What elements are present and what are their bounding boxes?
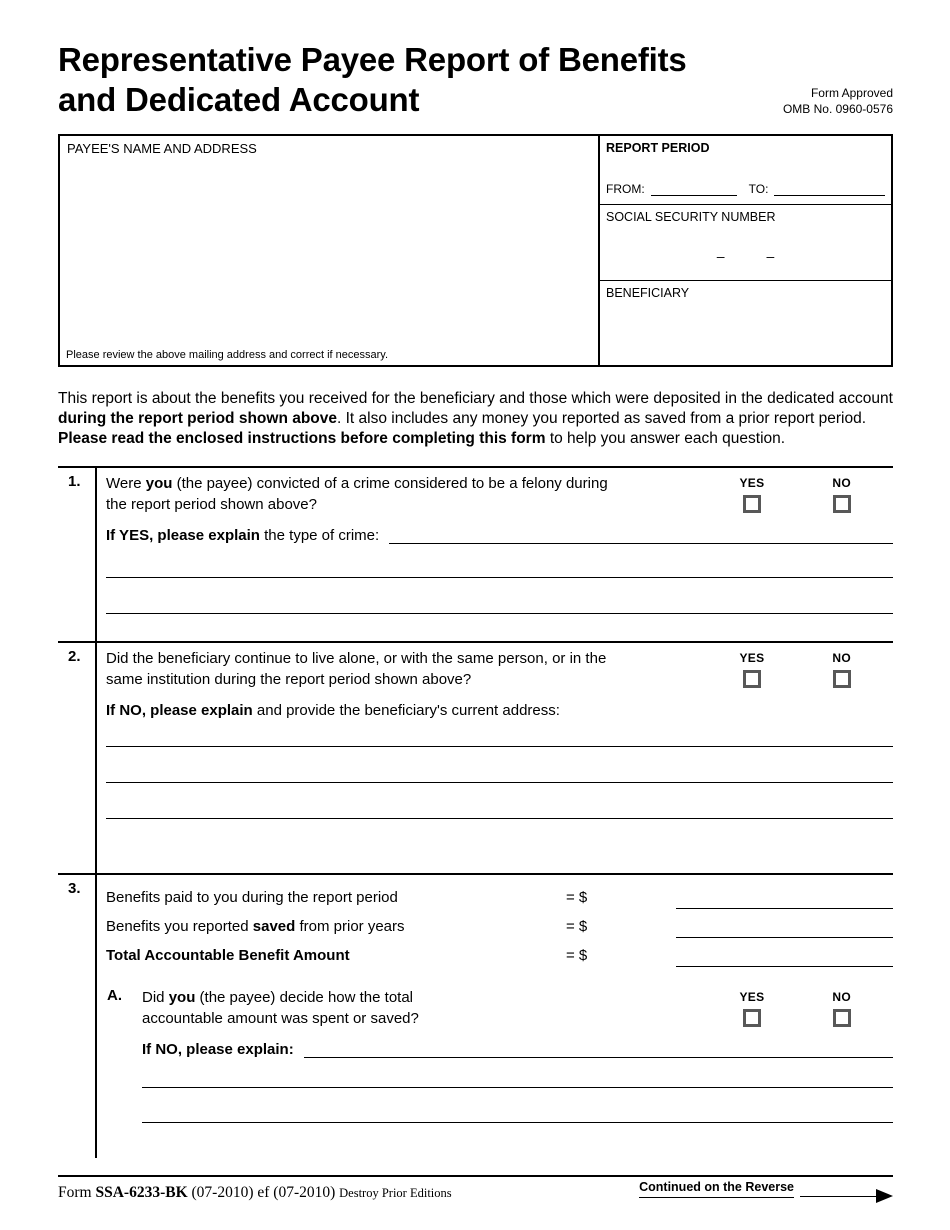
q3a-no-label: NO: [832, 989, 851, 1004]
page-title: [58, 40, 893, 121]
question-2-number: 2.: [58, 643, 97, 873]
payee-report-box: [58, 134, 893, 367]
ssn-dash-2: –: [766, 247, 775, 264]
q2-explain-row: [106, 702, 893, 719]
question-1-text: [106, 473, 611, 515]
title-line-1: Representative Payee Report of Benefits: [58, 41, 687, 78]
question-3: [58, 873, 893, 1158]
question-1: [58, 466, 893, 641]
benefits-paid-row: [106, 880, 893, 909]
omb-number: OMB No. 0960-0576: [782, 101, 893, 116]
intro-seg-1: This report is about the benefits you received for the beneficiary and those which were deposited in the dedicated account: [58, 389, 893, 407]
benefits-saved-pre: Benefits you reported: [106, 917, 253, 935]
total-benefit-equals: = $: [566, 946, 588, 964]
q1-no-label: NO: [832, 475, 851, 490]
q1-crime-type-field[interactable]: [389, 527, 893, 544]
form-header: [58, 40, 893, 121]
intro-seg-2-bold: during the report period shown above: [58, 409, 338, 427]
question-2-text: Did the beneficiary continue to live alone, or with the same person, or in the same institution during the report period shown above?: [106, 649, 607, 688]
q2-explain-bold: If NO, please explain: [106, 701, 253, 719]
q1-seg-1: Were: [106, 474, 146, 492]
q1-seg-2-bold: you: [145, 474, 173, 492]
q3a-answer-line-1[interactable]: [142, 1058, 893, 1088]
benefits-paid-pre: Benefits paid to you during the report period: [106, 888, 398, 906]
omb-approval: [783, 86, 893, 117]
question-2-body: [97, 643, 893, 873]
report-period-section: [600, 136, 891, 205]
q3a-yes-label: YES: [739, 989, 765, 1004]
form-id-pre: Form: [58, 1184, 96, 1201]
q2-yes-checkbox[interactable]: [743, 670, 761, 688]
from-label: FROM:: [606, 181, 645, 196]
q3a-seg-3: (the payee) decide how the total accountable amount was spent or saved?: [142, 988, 419, 1027]
q2-explain-text: [106, 702, 560, 719]
benefits-saved-post: from prior years: [295, 917, 405, 935]
benefits-saved-bold: saved: [252, 917, 296, 935]
report-period-cell: [598, 136, 891, 365]
question-2-checks: [739, 651, 893, 688]
q1-answer-line-1[interactable]: [106, 544, 893, 578]
q1-yes-label: YES: [739, 475, 765, 490]
question-2: [58, 641, 893, 873]
question-3a: [106, 987, 893, 1029]
question-1-number: 1.: [58, 468, 97, 641]
q1-explain-bold: If YES, please explain: [106, 526, 260, 544]
q3a-explain-row: [142, 1041, 893, 1058]
intro-paragraph: [58, 389, 893, 450]
q3a-explain-field[interactable]: [304, 1041, 893, 1058]
q2-yes-column: [739, 651, 764, 688]
q3a-answer-line-2[interactable]: [142, 1088, 893, 1123]
q2-answer-line-2[interactable]: [106, 747, 893, 783]
report-period-label: REPORT PERIOD: [606, 140, 710, 155]
report-period-dates: [606, 182, 885, 196]
to-label: TO:: [748, 181, 769, 196]
payee-address-cell: [60, 136, 598, 365]
continued-text: Continued on the Reverse: [639, 1180, 794, 1198]
question-3a-text: [142, 987, 477, 1029]
form-id: [58, 1184, 452, 1202]
q2-answer-lines: [106, 719, 893, 819]
question-3a-letter: A.: [107, 986, 122, 1004]
page-footer: [58, 1175, 893, 1230]
q2-explain-rest: and provide the beneficiary's current address:: [252, 701, 560, 719]
q1-explain-row: [106, 527, 893, 544]
total-benefit-bold: Total Accountable Benefit Amount: [106, 946, 350, 964]
from-date-field[interactable]: [651, 182, 737, 196]
q3a-answer-lines: [142, 1058, 893, 1123]
q2-no-checkbox[interactable]: [833, 670, 851, 688]
q1-no-checkbox[interactable]: [833, 495, 851, 513]
benefits-saved-label: [106, 918, 566, 938]
ssn-dash-1: –: [716, 247, 725, 264]
q1-answer-lines: [106, 544, 893, 614]
payee-address-field[interactable]: [67, 164, 591, 339]
q3a-yes-column: [739, 990, 764, 1027]
benefits-saved-equals: = $: [566, 917, 588, 935]
q3a-seg-2-bold: you: [168, 988, 196, 1006]
total-benefit-label: [106, 947, 566, 967]
q1-yes-checkbox[interactable]: [743, 495, 761, 513]
q1-seg-3: (the payee) convicted of a crime considered to be a felony during the report period shown above?: [106, 474, 608, 513]
q2-no-column: [832, 651, 851, 688]
form-number: SSA-6233-BK: [95, 1184, 188, 1201]
benefits-paid-label: [106, 889, 566, 909]
right-arrow-icon: [876, 1189, 893, 1203]
q2-answer-line-3[interactable]: [106, 783, 893, 819]
form-dates: (07-2010) ef (07-2010): [187, 1184, 340, 1201]
continued-note: [639, 1180, 893, 1198]
payee-address-label: PAYEE'S NAME AND ADDRESS: [67, 140, 257, 156]
q3a-no-checkbox[interactable]: [833, 1009, 851, 1027]
ssn-section: [600, 205, 891, 281]
question-3-body: [97, 875, 893, 1158]
beneficiary-label: BENEFICIARY: [606, 285, 690, 300]
q1-answer-line-2[interactable]: [106, 578, 893, 614]
q2-yes-label: YES: [739, 650, 765, 665]
benefits-saved-row: [106, 909, 893, 938]
q3a-no-column: [832, 990, 851, 1027]
question-3-number: 3.: [58, 875, 97, 1158]
intro-seg-3: . It also includes any money you reported as saved from a prior report period.: [337, 409, 867, 427]
q1-explain-text: [106, 527, 379, 544]
question-3a-checks: [739, 990, 893, 1027]
q1-no-column: [832, 476, 851, 513]
title-line-2: and Dedicated Account: [58, 81, 420, 119]
q1-explain-rest: the type of crime:: [259, 526, 380, 544]
question-1-checks: [739, 476, 893, 513]
q3a-seg-1: Did: [142, 988, 169, 1006]
arrow-line: [800, 1196, 876, 1197]
address-review-note: Please review the above mailing address and correct if necessary.: [66, 348, 389, 361]
q3a-yes-checkbox[interactable]: [743, 1009, 761, 1027]
q2-answer-line-1[interactable]: [106, 719, 893, 747]
total-benefit-amount-field[interactable]: [676, 966, 893, 967]
q3a-explain-bold: If NO, please explain:: [142, 1040, 294, 1058]
to-date-field[interactable]: [774, 182, 885, 196]
beneficiary-section: [600, 281, 891, 365]
destroy-note: Destroy Prior Editions: [339, 1186, 452, 1200]
ssn-field[interactable]: [606, 248, 885, 264]
beneficiary-field[interactable]: [606, 307, 885, 361]
q2-no-label: NO: [832, 650, 851, 665]
ssn-label: SOCIAL SECURITY NUMBER: [606, 209, 776, 224]
question-1-body: [97, 468, 893, 641]
intro-seg-5: to help you answer each question.: [545, 430, 786, 448]
total-benefit-row: [106, 938, 893, 967]
q1-yes-column: [739, 476, 764, 513]
benefits-paid-equals: = $: [566, 888, 588, 906]
intro-seg-4-bold: Please read the enclosed instructions before completing this form: [58, 430, 546, 448]
form-approved-text: Form Approved: [810, 86, 893, 101]
